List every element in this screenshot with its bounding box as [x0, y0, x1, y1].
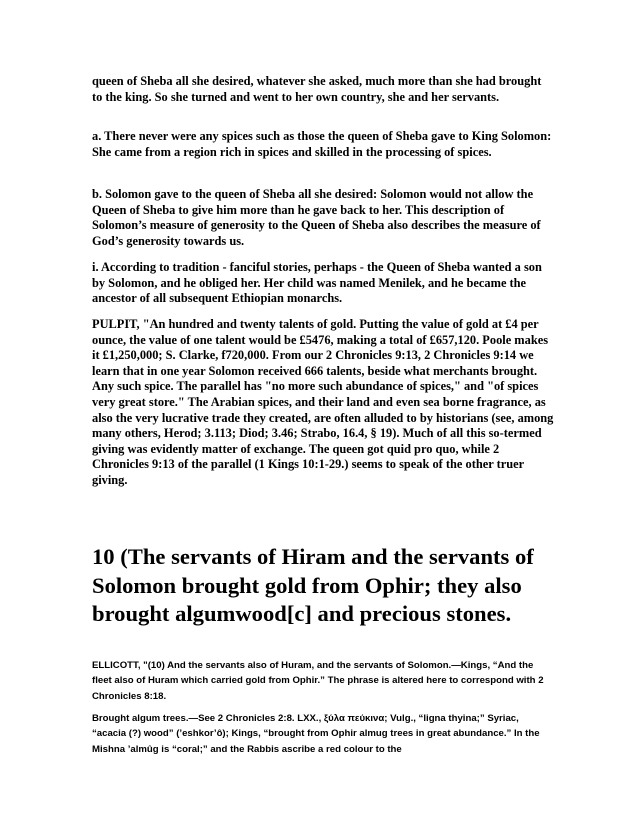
paragraph-algum-trees: Brought algum trees.—See 2 Chronicles 2:8. LXX., ξύλα πεύκινα; Vulg., “ligna thyina;” Syriac, “acacia (?) wood” (’eshkor’ô); Kings, “brought from Ophir almug trees in great abundance.” In the Mishna ’almûg is “coral;” and the Rabbis ascribe a red colour to the	[92, 713, 540, 755]
paragraph-point-a: a. There never were any spices such as those the queen of Sheba gave to King Solomon: She came from a region rich in spices and skilled in the processing of spices.	[92, 129, 552, 159]
paragraph-point-b: b. Solomon gave to the queen of Sheba all she desired: Solomon would not allow the Queen of Sheba to give him more than he gave back to her. This description of Solomon’s measure of generosity to the Queen of Sheba also describes the measure of God’s generosity towards us.	[92, 187, 541, 248]
verse-heading: 10 (The servants of Hiram and the servants of Solomon brought gold from Ophir; they also brought algumwood[c] and precious stones.	[92, 544, 534, 627]
paragraph-point-i: i. According to tradition - fanciful stories, perhaps - the Queen of Sheba wanted a son by Solomon, and he obliged her. Her child was named Menilek, and he became the ancestor of all subsequent Ethiopian monarchs.	[92, 260, 542, 306]
paragraph-ellicott: ELLICOTT, "(10) And the servants also of Huram, and the servants of Solomon.—Kings, “And the fleet also of Huram which carried gold from Ophir.” The phrase is altered here to correspond with 2 Chronicles 8:18.	[92, 660, 544, 702]
paragraph-pulpit: PULPIT, "An hundred and twenty talents of gold. Putting the value of gold at £4 per ounce, the value of one talent would be £5476, making a total of £657,120. Poole makes it £1,250,000; S. Clarke, f720,000. From our 2 Chronicles 9:13, 2 Chronicles 9:14 we learn that in one year Solomon received 666 talents, beside what merchants brought. Any such spice. The parallel has "no more such abundance of spices," and "of spices very great store." The Arabian spices, and their land and even sea borne fragrance, as also the very lucrative trade they created, are often alluded to by historians (see, among many others, Herod; 3.113; Diod; 3.46; Strabo, 16.4, § 19). Much of all this so-termed giving was evidently matter of exchange. The queen got quid pro quo, while 2 Chronicles 9:13 of the parallel (1 Kings 10:1-29.) seems to speak of the other truer giving.	[92, 317, 554, 487]
paragraph-queen-of-sheba: queen of Sheba all she desired, whatever she asked, much more than she had brought to the king. So she turned and went to her own country, she and her servants.	[92, 74, 542, 104]
